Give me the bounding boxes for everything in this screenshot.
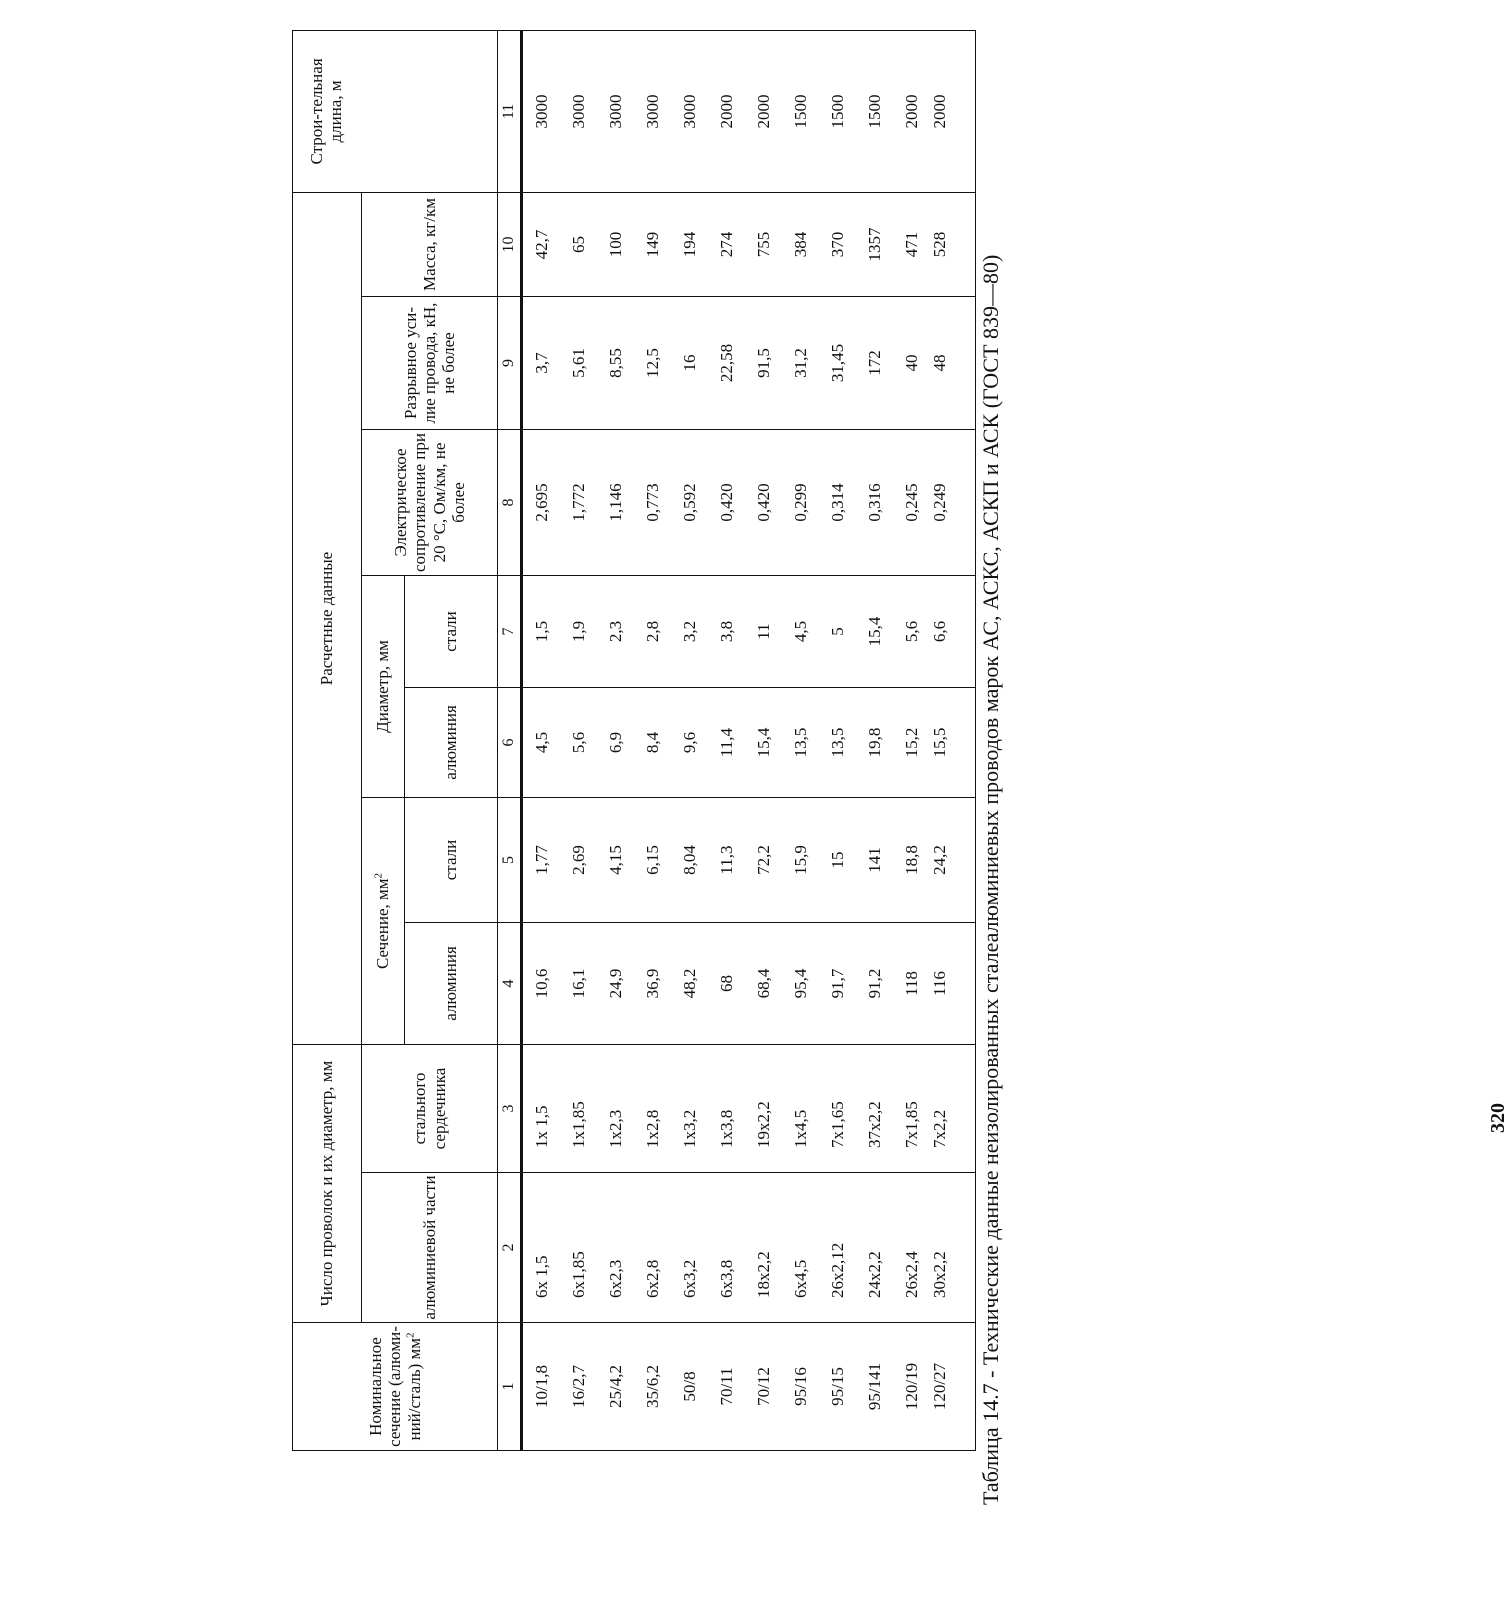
table-cell: 1х1,85 xyxy=(560,1045,597,1173)
header-mass: Масса, кг/км xyxy=(362,192,498,296)
table-cell: 68,4 xyxy=(745,923,782,1045)
table-cell: 3000 xyxy=(671,30,708,192)
header-breaking-force: Разрывное уси-лие провода, кН, не более xyxy=(362,297,498,430)
table-cell: 7х1,65 xyxy=(819,1045,856,1173)
table-cell: 0,420 xyxy=(745,430,782,576)
table-cell: 26х2,12 xyxy=(819,1173,856,1323)
table-cell: 120/27 xyxy=(930,1323,976,1451)
table-cell: 1х 1,5 xyxy=(522,1045,561,1173)
table-cell: 13,5 xyxy=(819,688,856,798)
table-cell: 95/15 xyxy=(819,1323,856,1451)
header-section-aluminium: алюминия xyxy=(405,923,498,1045)
table-cell: 2,3 xyxy=(597,576,634,688)
header-diameter-steel: стали xyxy=(405,576,498,688)
table-row xyxy=(745,30,782,1450)
table-cell: 10,6 xyxy=(522,923,561,1045)
table-cell: 3,2 xyxy=(671,576,708,688)
table-cell: 6х4,5 xyxy=(782,1173,819,1323)
table-cell: 274 xyxy=(708,192,745,296)
column-number: 1 xyxy=(498,1323,522,1451)
table-cell: 11 xyxy=(745,576,782,688)
table-row xyxy=(893,30,930,1450)
table-row xyxy=(856,30,893,1450)
header-length: Строи-тельная длина, м xyxy=(293,30,498,192)
table-cell: 118 xyxy=(893,923,930,1045)
column-number: 10 xyxy=(498,192,522,296)
table-cell: 24х2,2 xyxy=(856,1173,893,1323)
table-cell: 70/11 xyxy=(708,1323,745,1451)
table-cell: 6,6 xyxy=(930,576,976,688)
table-cell: 8,4 xyxy=(634,688,671,798)
table-cell: 2,695 xyxy=(522,430,561,576)
table-cell: 24,2 xyxy=(930,798,976,923)
table-cell: 370 xyxy=(819,192,856,296)
table-row xyxy=(819,30,856,1450)
table-cell: 0,773 xyxy=(634,430,671,576)
column-number: 8 xyxy=(498,430,522,576)
table-cell: 2000 xyxy=(893,30,930,192)
table-cell: 8,04 xyxy=(671,798,708,923)
table-cell: 0,299 xyxy=(782,430,819,576)
table-cell: 18,8 xyxy=(893,798,930,923)
table-cell: 95/16 xyxy=(782,1323,819,1451)
table-cell: 15,4 xyxy=(745,688,782,798)
table-row xyxy=(522,30,561,1450)
table-cell: 95/141 xyxy=(856,1323,893,1451)
table-cell: 6х2,8 xyxy=(634,1173,671,1323)
table-cell: 149 xyxy=(634,192,671,296)
column-number: 4 xyxy=(498,923,522,1045)
table-row xyxy=(708,30,745,1450)
table-cell: 15 xyxy=(819,798,856,923)
table-cell: 471 xyxy=(893,192,930,296)
table-cell: 72,2 xyxy=(745,798,782,923)
table-cell: 194 xyxy=(671,192,708,296)
table-cell: 0,314 xyxy=(819,430,856,576)
header-wires-group: Число проволок и их диаметр, мм xyxy=(293,1045,362,1323)
table-cell: 30х2,2 xyxy=(930,1173,976,1323)
table-cell: 4,15 xyxy=(597,798,634,923)
table-row xyxy=(597,30,634,1450)
table-cell: 26х2,4 xyxy=(893,1173,930,1323)
conductor-data-table xyxy=(292,30,976,1451)
table-cell: 116 xyxy=(930,923,976,1045)
table-row xyxy=(930,30,976,1450)
header-diameter-aluminium: алюминия xyxy=(405,688,498,798)
table-cell: 6х2,3 xyxy=(597,1173,634,1323)
table-cell: 91,2 xyxy=(856,923,893,1045)
table-cell: 1357 xyxy=(856,192,893,296)
table-title: Таблица 14.7 - Технические данные неизолированных сталеалюминиевых проводов марок АС, АСКС, АСКП и АСК (ГОСТ 839—80) xyxy=(978,254,1003,1505)
table-cell: 2,8 xyxy=(634,576,671,688)
table-body xyxy=(522,30,976,1450)
table-cell: 6х3,8 xyxy=(708,1173,745,1323)
table-cell: 7х1,85 xyxy=(893,1045,930,1173)
table-cell: 65 xyxy=(560,192,597,296)
table-cell: 8,55 xyxy=(597,297,634,430)
table-cell: 1500 xyxy=(856,30,893,192)
table-cell: 1,77 xyxy=(522,798,561,923)
table-cell: 16 xyxy=(671,297,708,430)
page-number: 320 xyxy=(1487,1103,1509,1133)
table-cell: 1х2,3 xyxy=(597,1045,634,1173)
table-cell: 6х 1,5 xyxy=(522,1173,561,1323)
header-section-steel: стали xyxy=(405,798,498,923)
column-number: 7 xyxy=(498,576,522,688)
table-row xyxy=(634,30,671,1450)
table-cell: 15,5 xyxy=(930,688,976,798)
table-cell: 1,5 xyxy=(522,576,561,688)
column-number: 5 xyxy=(498,798,522,923)
table-cell: 1,9 xyxy=(560,576,597,688)
table-cell: 3000 xyxy=(560,30,597,192)
table-cell: 31,2 xyxy=(782,297,819,430)
table-cell: 11,3 xyxy=(708,798,745,923)
table-cell: 48 xyxy=(930,297,976,430)
header-calc-group: Расчетные данные xyxy=(293,192,362,1044)
table-cell: 16/2,7 xyxy=(560,1323,597,1451)
table-cell: 48,2 xyxy=(671,923,708,1045)
header-resistance: Электрическое сопротивление при 20 °С, Ом/км, не более xyxy=(362,430,498,576)
table-cell: 2,69 xyxy=(560,798,597,923)
table-cell: 384 xyxy=(782,192,819,296)
table-cell: 4,5 xyxy=(522,688,561,798)
table-cell: 7х2,2 xyxy=(930,1045,976,1173)
table-cell: 2000 xyxy=(708,30,745,192)
table-cell: 36,9 xyxy=(634,923,671,1045)
table-cell: 755 xyxy=(745,192,782,296)
table-cell: 22,58 xyxy=(708,297,745,430)
header-wires-aluminium: алюминиевой части xyxy=(362,1173,498,1323)
table-row xyxy=(671,30,708,1450)
table-cell: 15,4 xyxy=(856,576,893,688)
table-cell: 528 xyxy=(930,192,976,296)
table-cell: 1,146 xyxy=(597,430,634,576)
header-wires-steel: стального сердечника xyxy=(362,1045,498,1173)
table-cell: 1х3,8 xyxy=(708,1045,745,1173)
table-cell: 141 xyxy=(856,798,893,923)
table-cell: 91,5 xyxy=(745,297,782,430)
table-cell: 0,245 xyxy=(893,430,930,576)
column-number: 11 xyxy=(498,30,522,192)
table-cell: 15,9 xyxy=(782,798,819,923)
table-cell: 6,15 xyxy=(634,798,671,923)
table-cell: 5 xyxy=(819,576,856,688)
table-cell: 19,8 xyxy=(856,688,893,798)
column-number: 9 xyxy=(498,297,522,430)
table-cell: 0,249 xyxy=(930,430,976,576)
table-cell: 4,5 xyxy=(782,576,819,688)
table-cell: 9,6 xyxy=(671,688,708,798)
header-section-group: Сечение, $мм^2$ xyxy=(362,798,405,1045)
table-cell: 1х2,8 xyxy=(634,1045,671,1173)
table-cell: 11,4 xyxy=(708,688,745,798)
column-number-row xyxy=(498,30,522,1450)
table-cell: 2000 xyxy=(930,30,976,192)
table-cell: 5,6 xyxy=(560,688,597,798)
table-row xyxy=(560,30,597,1450)
table-cell: 16,1 xyxy=(560,923,597,1045)
table-cell: 3000 xyxy=(522,30,561,192)
table-cell: 91,7 xyxy=(819,923,856,1045)
table-cell: 3,8 xyxy=(708,576,745,688)
table-cell: 2000 xyxy=(745,30,782,192)
table-cell: 31,45 xyxy=(819,297,856,430)
table-cell: 120/19 xyxy=(893,1323,930,1451)
table-cell: 6,9 xyxy=(597,688,634,798)
table-cell: 13,5 xyxy=(782,688,819,798)
table-cell: 6х1,85 xyxy=(560,1173,597,1323)
table-cell: 1,772 xyxy=(560,430,597,576)
table-cell: 0,420 xyxy=(708,430,745,576)
table-cell: 1х4,5 xyxy=(782,1045,819,1173)
table-cell: 42,7 xyxy=(522,192,561,296)
table-cell: 95,4 xyxy=(782,923,819,1045)
table-cell: 100 xyxy=(597,192,634,296)
table-row xyxy=(782,30,819,1450)
table-cell: 172 xyxy=(856,297,893,430)
table-cell: 5,6 xyxy=(893,576,930,688)
table-cell: 37х2,2 xyxy=(856,1045,893,1173)
table-cell: 12,5 xyxy=(634,297,671,430)
column-number: 2 xyxy=(498,1173,522,1323)
table-cell: 35/6,2 xyxy=(634,1323,671,1451)
table-cell: 68 xyxy=(708,923,745,1045)
table-cell: 10/1,8 xyxy=(522,1323,561,1451)
table-cell: 50/8 xyxy=(671,1323,708,1451)
table-cell: 18х2,2 xyxy=(745,1173,782,1323)
table-cell: 70/12 xyxy=(745,1323,782,1451)
table-cell: 40 xyxy=(893,297,930,430)
table-cell: 0,592 xyxy=(671,430,708,576)
table-cell: 6х3,2 xyxy=(671,1173,708,1323)
table-cell: 15,2 xyxy=(893,688,930,798)
column-number: 6 xyxy=(498,688,522,798)
table-cell: 0,316 xyxy=(856,430,893,576)
table-cell: 3000 xyxy=(597,30,634,192)
table-cell: 25/4,2 xyxy=(597,1323,634,1451)
table-cell: 3000 xyxy=(634,30,671,192)
table-cell: 1500 xyxy=(819,30,856,192)
header-diameter-group: Диаметр, мм xyxy=(362,576,405,798)
table-cell: 19х2,2 xyxy=(745,1045,782,1173)
table-cell: 1500 xyxy=(782,30,819,192)
table-cell: 3,7 xyxy=(522,297,561,430)
column-number: 3 xyxy=(498,1045,522,1173)
table-cell: 24,9 xyxy=(597,923,634,1045)
header-nominal-section: Номинальное сечение (алюми-ний/сталь) $мм^2$ xyxy=(293,1323,498,1451)
table-cell: 1х3,2 xyxy=(671,1045,708,1173)
table-cell: 5,61 xyxy=(560,297,597,430)
